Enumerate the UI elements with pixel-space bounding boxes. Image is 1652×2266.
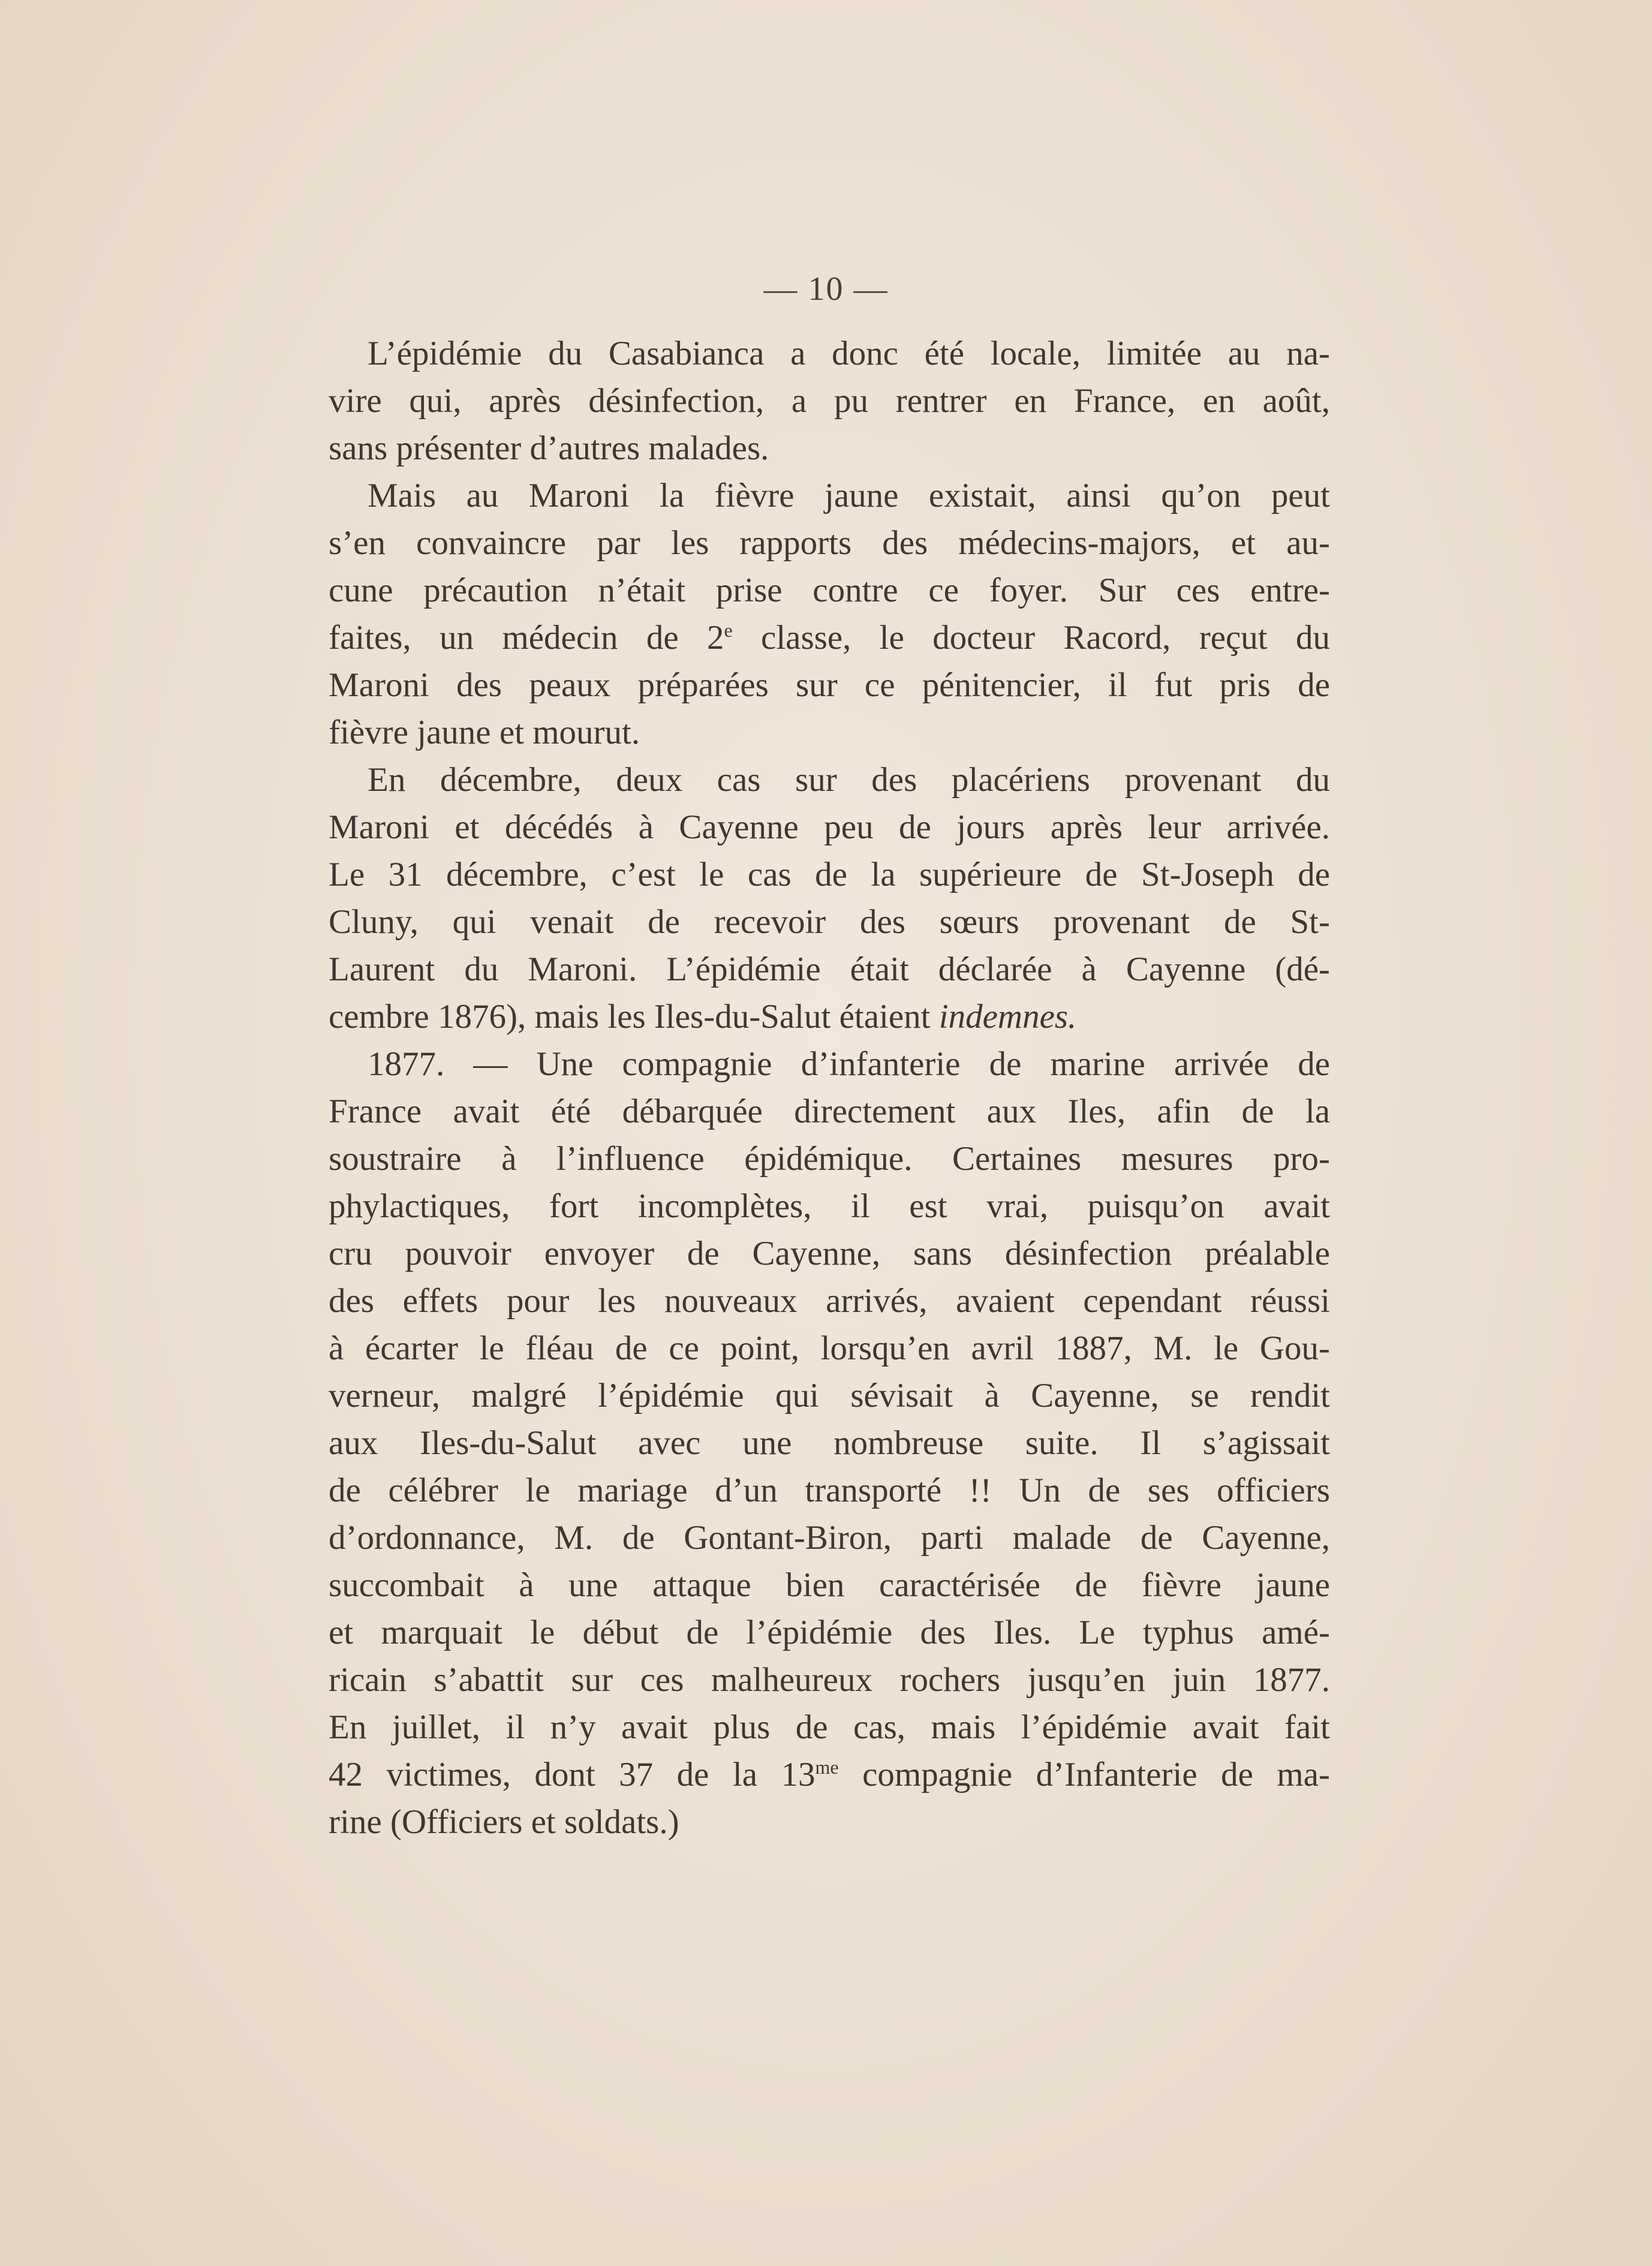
text-fragment: cembre 1876), mais les Iles-du-Salut étaient	[329, 998, 939, 1036]
text-line: France avait été débarquée directement aux Iles, afin de la	[329, 1093, 1330, 1130]
superscript: e	[724, 619, 733, 641]
text-line: Le 31 décembre, c’est le cas de la supérieure de St-Joseph de	[329, 856, 1330, 893]
ordinal-number: 2	[706, 619, 724, 657]
text-line	[329, 1751, 1330, 1798]
text-line: cune précaution n’était prise contre ce foyer. Sur ces entre-	[329, 571, 1330, 609]
text-line: de célébrer le mariage d’un transporté !! Un de ses officiers	[329, 1471, 1330, 1509]
text-line: sans présenter d’autres malades.	[329, 429, 769, 467]
text-line: Maroni des peaux préparées sur ce pénitencier, il fut pris de	[329, 666, 1330, 704]
text-line: s’en convaincre par les rapports des médecins-majors, et au-	[329, 524, 1330, 562]
text-fragment: 42 victimes, dont 37 de la 13	[329, 1756, 816, 1793]
text-line: En juillet, il n’y avait plus de cas, mais l’épidémie avait fait	[329, 1708, 1330, 1746]
text-line	[329, 614, 1330, 661]
text-line: d’ordonnance, M. de Gontant-Biron, parti malade de Cayenne,	[329, 1519, 1330, 1557]
text-line: à écarter le fléau de ce point, lorsqu’en avril 1887, M. le Gou-	[329, 1329, 1330, 1367]
text-line: ricain s’abattit sur ces malheureux rochers jusqu’en juin 1877.	[329, 1661, 1330, 1699]
text-line: succombait à une attaque bien caractérisée de fièvre jaune	[329, 1566, 1330, 1604]
superscript: me	[815, 1756, 839, 1778]
body-text	[329, 330, 1330, 1846]
text-line: L’épidémie du Casabianca a donc été locale, limitée au na-	[368, 335, 1330, 372]
text-line: aux Iles-du-Salut avec une nombreuse suite. Il s’agissait	[329, 1424, 1330, 1462]
text-line: Cluny, qui venait de recevoir des sœurs provenant de St-	[329, 903, 1330, 941]
text-line: 1877. — Une compagnie d’infanterie de marine arrivée de	[368, 1045, 1330, 1083]
text-line: Maroni et décédés à Cayenne peu de jours après leur arrivée.	[329, 808, 1330, 846]
text-line: verneur, malgré l’épidémie qui sévisait à Cayenne, se rendit	[329, 1377, 1330, 1415]
text-line: et marquait le début de l’épidémie des Iles. Le typhus amé-	[329, 1614, 1330, 1651]
italic-word: indemnes.	[938, 998, 1077, 1036]
text-line	[329, 993, 1330, 1040]
text-line: cru pouvoir envoyer de Cayenne, sans désinfection préalable	[329, 1235, 1330, 1272]
text-line: vire qui, après désinfection, a pu rentrer en France, en août,	[329, 382, 1330, 420]
text-fragment: classe, le docteur Racord, reçut du	[732, 619, 1330, 657]
text-line: fièvre jaune et mourut.	[329, 714, 640, 751]
text-line: des effets pour les nouveaux arrivés, avaient cependant réussi	[329, 1282, 1330, 1320]
text-line: phylactiques, fort incomplètes, il est vrai, puisqu’on avait	[329, 1187, 1330, 1225]
text-line: En décembre, deux cas sur des placériens provenant du	[368, 761, 1330, 799]
text-line: soustraire à l’influence épidémique. Certaines mesures pro-	[329, 1140, 1330, 1178]
text-line: rine (Officiers et soldats.)	[329, 1803, 679, 1841]
text-fragment: faites, un médecin de	[329, 619, 707, 657]
text-line: Mais au Maroni la fièvre jaune existait, ainsi qu’on peut	[368, 477, 1330, 514]
text-line: Laurent du Maroni. L’épidémie était déclarée à Cayenne (dé-	[329, 950, 1330, 988]
text-fragment: compagnie d’Infanterie de ma-	[838, 1756, 1330, 1793]
page-number: — 10 —	[763, 270, 889, 308]
